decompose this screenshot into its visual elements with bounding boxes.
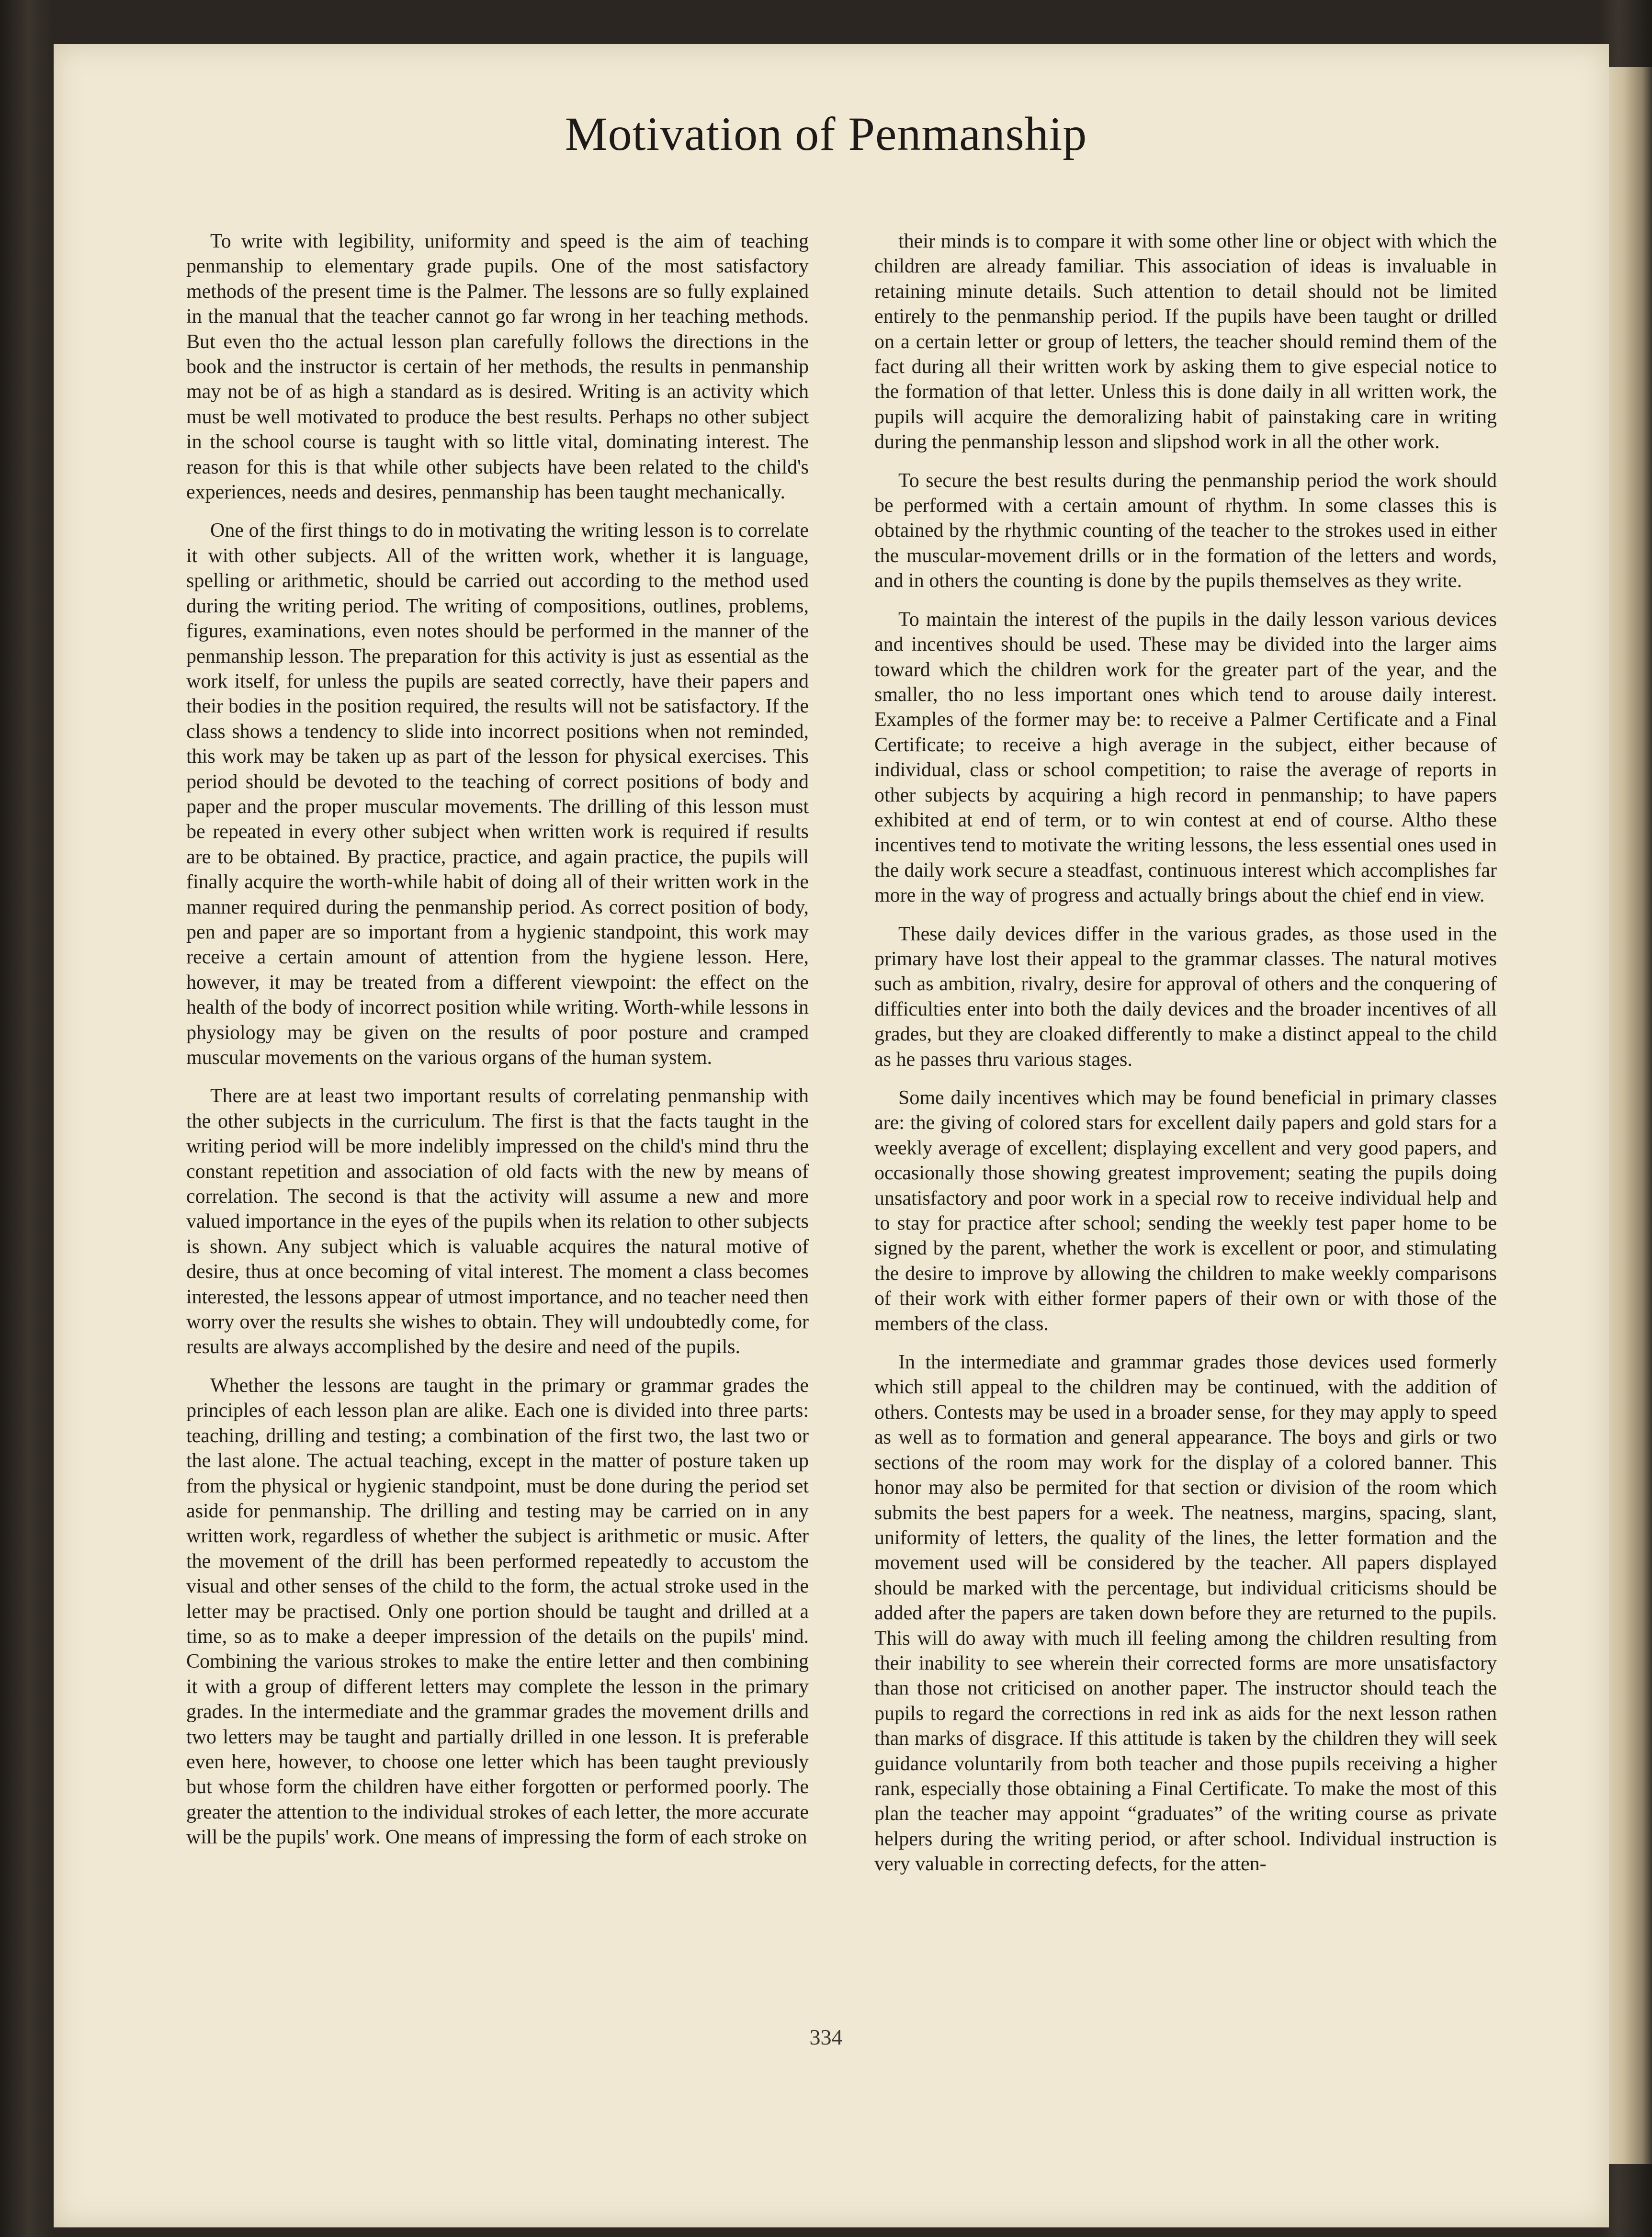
paragraph: In the intermediate and grammar grades those devices used formerly which still appeal to the children may be continued, with the addition of others. Contests may be used in a broader sense, for they may apply to speed as well as to formation and general appearance. The boys and girls or two sections of the room may work for the display of a colored banner. This honor may also be permited for that section or division of the room which submits the best papers for a week. The neatness, margins, spacing, slant, uniformity of letters, the quality of the lines, the letter formation and the movement used will be considered by the teacher. All papers displayed should be marked with the percentage, but individual criticisms should be added after the papers are taken down before they are returned to the pupils. This will do away with much ill feeling among the children resulting from their inability to see wherein their corrected forms are more unsatisfactory than those not criticised on another paper. The instructor should teach the pupils to regard the corrections in red ink as aids for the next lesson rathen than marks of disgrace. If this attitude is taken by the children they will seek guidance voluntarily from both teacher and those pupils receiving a higher rank, especially those obtaining a Final Certificate. To make the most of this plan the teacher may appoint “graduates” of the writing course as private helpers during the writing period, or after school. Individual instruction is very valuable in correcting defects, for the atten- <box>874 1351 1497 1875</box>
article-title: Motivation of Penmanship <box>565 107 1087 160</box>
paragraph: To secure the best results during the penmanship period the work should be performed with a certain amount of rhythm. In some classes this is obtained by the rhythmic counting of the teacher to the strokes used in either the muscular-movement drills or in the formation of the letters and words, and in others the counting is done by the pupils themselves as they write. <box>874 469 1497 592</box>
paragraph: Whether the lessons are taught in the primary or grammar grades the principles of each lesson plan are alike. Each one is divided into three parts: teaching, drilling and testing; a combination of the first two, the last two or the last alone. The actual teaching, except in the matter of posture taken up from the physical or hygienic standpoint, must be done during the period set aside for penmanship. The drilling and testing may be carried on in any written work, regardless of whether the subject is arithmetic or music. After the movement of the drill has been performed repeatedly to accustom the visual and other senses of the child to the form, the actual stroke used in the letter may be practised. Only one portion should be taught and drilled at a time, so as to make a deeper impression of the details on the pupils' mind. Combining the various strokes to make the entire letter and then combining it with a group of different letters may complete the lesson in the primary grades. In the intermediate and the grammar grades the movement drills and two letters may be taught and partially drilled in one lesson. It is preferable even here, however, to choose one letter which has been taught previously but whose form the children have either forgotten or performed poorly. The greater the attention to the individual strokes of each letter, the more accurate will be the pupils' work. One means of impressing the form of each stroke on <box>186 1374 809 1849</box>
paragraph: To write with legibility, uniformity and speed is the aim of teaching penmanship to elementary grade pupils. One of the most satisfactory methods of the present time is the Palmer. The lessons are so fully explained in the manual that the teacher cannot go far wrong in her teaching methods. But even tho the actual lesson plan carefully follows the directions in the book and the instructor is certain of her methods, the results in penmanship may not be of as high a standard as is desired. Writing is an activity which must be well motivated to produce the best results. Perhaps no other subject in the school course is taught with so little vital, dominating interest. The reason for this is that while other subjects have been related to the child's experiences, needs and desires, penmanship has been taught mechanically. <box>186 230 809 504</box>
paragraph: There are at least two important results of correlating penmanship with the other subjects in the curriculum. The first is that the facts taught in the writing period will be more indelibly impressed on the child's mind thru the constant repetition and association of old facts with the new by means of correlation. The second is that the activity will assume a new and more valued importance in the eyes of the pupils when its relation to other subjects is shown. Any subject which is valuable acquires the natural motive of desire, thus at once becoming of vital interest. The moment a class becomes interested, the lessons appear of utmost importance, and no teacher need then worry over the results she wishes to obtain. They will undoubtedly come, for results are always accomplished by the desire and need of the pupils. <box>186 1085 809 1358</box>
paragraph: One of the first things to do in motivating the writing lesson is to correlate it with other subjects. All of the written work, whether it is language, spelling or arithmetic, should be carried out according to the method used during the writing period. The writing of compositions, outlines, problems, figures, examinations, even notes should be performed in the manner of the penmanship lesson. The preparation for this activity is just as essential as the work itself, for unless the pupils are seated correctly, have their papers and their bodies in the position required, the results will not be satisfactory. If the class shows a tendency to slide into incorrect positions when not reminded, this work may be taken up as part of the lesson for physical exercises. This period should be devoted to the teaching of correct positions of body and paper and the proper muscular movements. The drilling of this lesson must be repeated in every other subject when written work is required if results are to be obtained. By practice, practice, and again practice, the pupils will finally acquire the worth-while habit of doing all of their written work in the manner required during the penmanship period. As correct position of body, pen and paper are so important from a hygienic standpoint, this work may receive a certain amount of attention from the hygiene lesson. Here, however, it may be treated from a different viewpoint: the effect on the health of the body of incorrect position while writing. Worth-while lessons in physiology may be given on the results of poor posture and cramped muscular movements on the various organs of the human system. <box>186 520 809 1069</box>
paragraph: Some daily incentives which may be found beneficial in primary classes are: the giving of colored stars for excellent daily papers and gold stars for a weekly average of excellent; displaying excellent and very good papers, and occasionally those showing greatest improvement; seating the pupils doing unsatisfactory and poor work in a special row to receive individual help and to stay for practice after school; sending the weekly test paper home to be signed by the parent, whether the work is excellent or poor, and stimulating the desire to improve by allowing the children to make weekly comparisons of their work with either former papers of their own or with those of the members of the class. <box>874 1087 1497 1335</box>
left-column <box>186 229 809 2000</box>
right-column <box>874 229 1497 2000</box>
paragraph: These daily devices differ in the various grades, as those used in the primary have lost their appeal to the grammar classes. The natural motives such as ambition, rivalry, desire for approval of others and the conquering of difficulties enter into both the daily devices and the broader incentives of all grades, but they are cloaked differently to make a distinct appeal to the child as he passes thru various stages. <box>874 923 1497 1071</box>
page-number: 334 <box>809 2025 843 2049</box>
paragraph: their minds is to compare it with some other line or object with which the children are already familiar. This association of ideas is invaluable in retaining minute details. Such attention to detail should not be limited entirely to the penmanship period. If the pupils have been taught or drilled on a certain letter or group of letters, the teacher should remind them of the fact during all their written work by asking them to give especial notice to the formation of that letter. Unless this is done daily in all written work, the pupils will acquire the demoralizing habit of painstaking care in writing during the penmanship lesson and slipshod work in all the other work. <box>874 230 1497 453</box>
next-page-edge <box>1609 67 1652 2164</box>
paragraph: To maintain the interest of the pupils in the daily lesson various devices and incentives should be used. These may be divided into the larger aims toward which the children work for the greater part of the year, and the smaller, tho no less important ones which tend to arouse daily interest. Examples of the former may be: to receive a Palmer Certificate and a Final Certificate; to receive a high average in the subject, either because of individual, class or school competition; to raise the average of reports in other subjects by acquiring a high record in penmanship; to have papers exhibited at end of term, or to win contest at end of course. Altho these incentives tend to motivate the writing lessons, the less essential ones used in the daily work secure a steadfast, continuous interest which accomplishes far more in the way of progress and actually brings about the chief end in view. <box>874 608 1497 907</box>
